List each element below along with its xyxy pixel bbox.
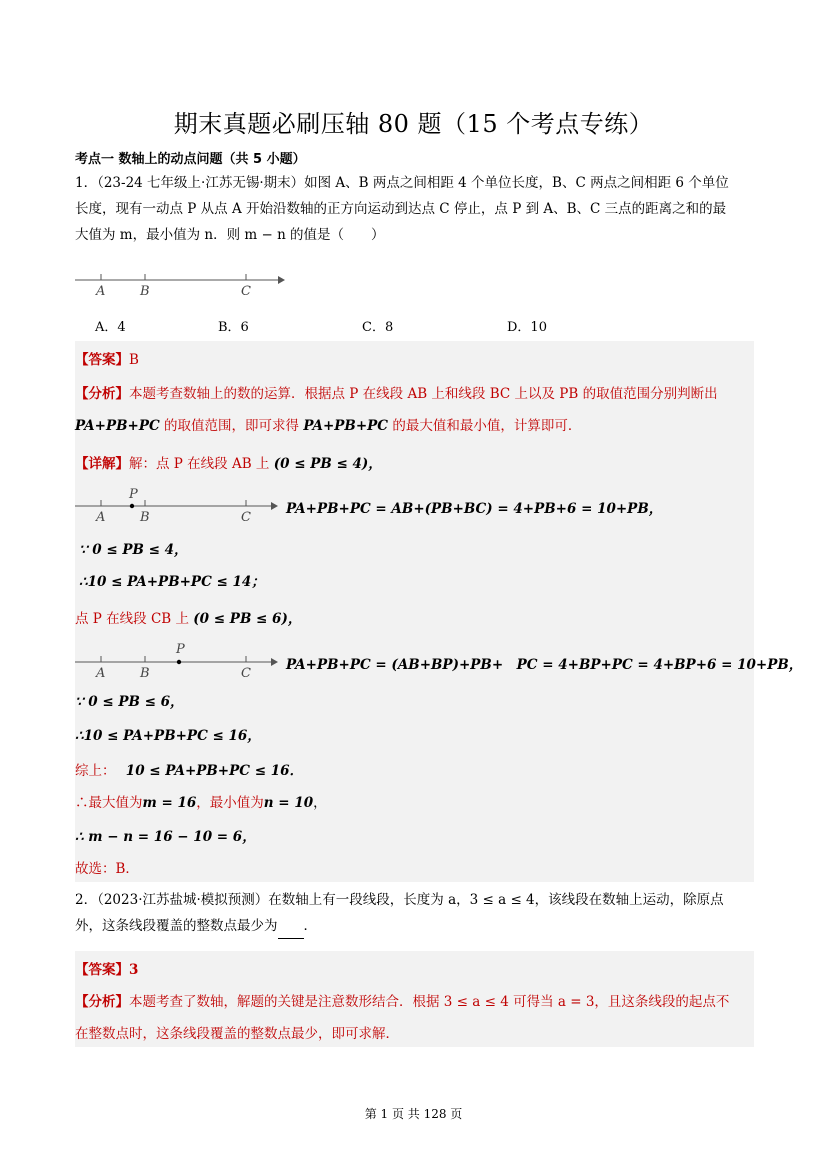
result-1-text: ∴10 ≤ PA+PB+PC ≤ 14； [79,574,265,590]
point-c-label: C [241,510,251,524]
analysis-tag: 【分析】 [75,386,129,402]
analysis-text-2b: 的最大值和最小值，计算即可． [392,418,582,434]
min-label: ，最小值为 [196,795,264,811]
page-title: 期末真题必刷压轴 80 题（15 个考点专练） [173,110,654,138]
detail-line-2 [75,607,301,627]
point-p-dot [177,660,181,664]
summary-text: 10 ≤ PA+PB+PC ≤ 16． [125,763,304,779]
result-line-1 [79,570,265,590]
analysis-2-line-2 [75,1022,399,1042]
answer-row-2 [75,958,138,978]
analysis-text-2a: 的取值范围，即可求得 [164,418,300,434]
answer-tag: 【答案】 [75,352,129,368]
since-line-2 [75,690,184,710]
section-heading: 考点一 数轴上的动点问题（共 5 小题） [75,152,306,167]
equation-2-text: PA+PB+PC = (AB+BP)+PB+ PC = 4+BP+PC = 4+BP+6 = 10+PB， [286,657,803,673]
answer-value: 3 [129,962,139,978]
number-line-figure-3 [73,640,283,680]
question-1-line-2: 长度，现有一动点 P 从点 A 开始沿数轴的正方向运动到达点 C 停止，点 P 到 A、B、C 三点的距离之和的最 [75,201,727,217]
choose-text: 故选：B． [75,861,139,877]
question-1-line-3: 大值为 m，最小值为 n．则 m − n 的值是（ ） [75,227,385,243]
equation-1 [286,497,662,517]
analysis-text-1: 本题考查数轴上的数的运算．根据点 P 在线段 AB 上和线段 BC 上以及 PB 的取值范围分别判断出 [129,386,718,402]
point-b-label: B [140,284,150,298]
point-p-label: P [129,487,138,502]
question-1-line-1: 1．（23-24 七年级上·江苏无锡·期末）如图 A、B 两点之间相距 4 个单位长度，B、C 两点之间相距 6 个单位 [75,175,729,191]
point-a-label: A [96,510,106,524]
max-label: ∴最大值为 [75,795,143,811]
question-2 [75,887,765,939]
analysis-2-text-1: 本题考查了数轴，解题的关键是注意数形结合．根据 3 ≤ a ≤ 4 可得当 a = 3，且这条线段的起点不 [129,994,730,1010]
answer-tag: 【答案】 [75,962,129,978]
extrema-line [75,791,327,811]
equation-1-text: PA+PB+PC = AB+(PB+BC) = 4+PB+6 = 10+PB， [286,501,663,517]
question-2-line-2 [75,913,765,939]
detail-cond-1: (0 ≤ PB ≤ 4)， [273,456,382,472]
since-1-text: ∵ 0 ≤ PB ≤ 4， [79,542,188,558]
analysis-tag: 【分析】 [75,994,129,1010]
detail-cond-2: (0 ≤ PB ≤ 6)， [193,611,302,627]
expr-sum-2: PA+PB+PC [303,418,389,434]
equation-2 [286,653,802,673]
point-a-label: A [96,666,106,680]
min-value: n = 10 [263,795,314,811]
question-2-line-2-end: ． [303,918,317,934]
difference-text: ∴ m − n = 16 − 10 = 6， [75,829,256,845]
since-2-text: ∵ 0 ≤ PB ≤ 6， [75,694,184,710]
summary-line [75,759,303,779]
number-line-figure-1 [73,268,288,298]
difference-line [75,825,256,845]
option-d[interactable]: D．10 [507,320,547,335]
detail-tag: 【详解】 [75,456,129,472]
analysis-2-line-1 [75,990,729,1010]
analysis-2-text-2: 在整数点时，这条线段覆盖的整数点最少，即可求解． [75,1026,399,1042]
result-line-2 [75,724,261,744]
point-p-label: P [176,642,185,657]
page-footer: 第 1 页 共 128 页 [364,1107,463,1121]
since-line-1 [79,538,188,558]
max-value: m = 16 [142,795,197,811]
answer-value: B [129,352,139,368]
min-end: ， [313,795,327,811]
question-2-line-2-text: 外，这条线段覆盖的整数点最少为 [75,918,278,934]
option-c[interactable]: C．8 [362,320,394,335]
question-1 [75,170,765,248]
point-a-label: A [96,284,106,298]
question-2-line-1: 2．（2023·江苏盐城·模拟预测）在数轴上有一段线段，长度为 a，3 ≤ a ≤ 4，该线段在数轴上运动，除原点 [75,892,724,908]
option-a[interactable]: A．4 [95,320,126,335]
point-b-label: B [140,666,150,680]
choose-line [75,857,139,877]
analysis-line-1 [75,382,718,402]
point-b-label: B [140,510,150,524]
result-2-text: ∴10 ≤ PA+PB+PC ≤ 16， [75,728,261,744]
detail-text-2: 点 P 在线段 CB 上 [75,611,189,627]
fill-blank[interactable] [278,924,304,939]
point-p-dot [130,504,134,508]
detail-text-1: 解：点 P 在线段 AB 上 [129,456,270,472]
answer-row-1 [75,348,139,368]
detail-line-1 [75,452,382,472]
option-b[interactable]: B．6 [218,320,249,335]
point-c-label: C [241,284,251,298]
point-c-label: C [241,666,251,680]
expr-sum: PA+PB+PC [75,418,160,434]
number-line-figure-2 [73,486,283,524]
analysis-line-2 [75,414,581,434]
summary-tag: 综上： [75,763,116,779]
